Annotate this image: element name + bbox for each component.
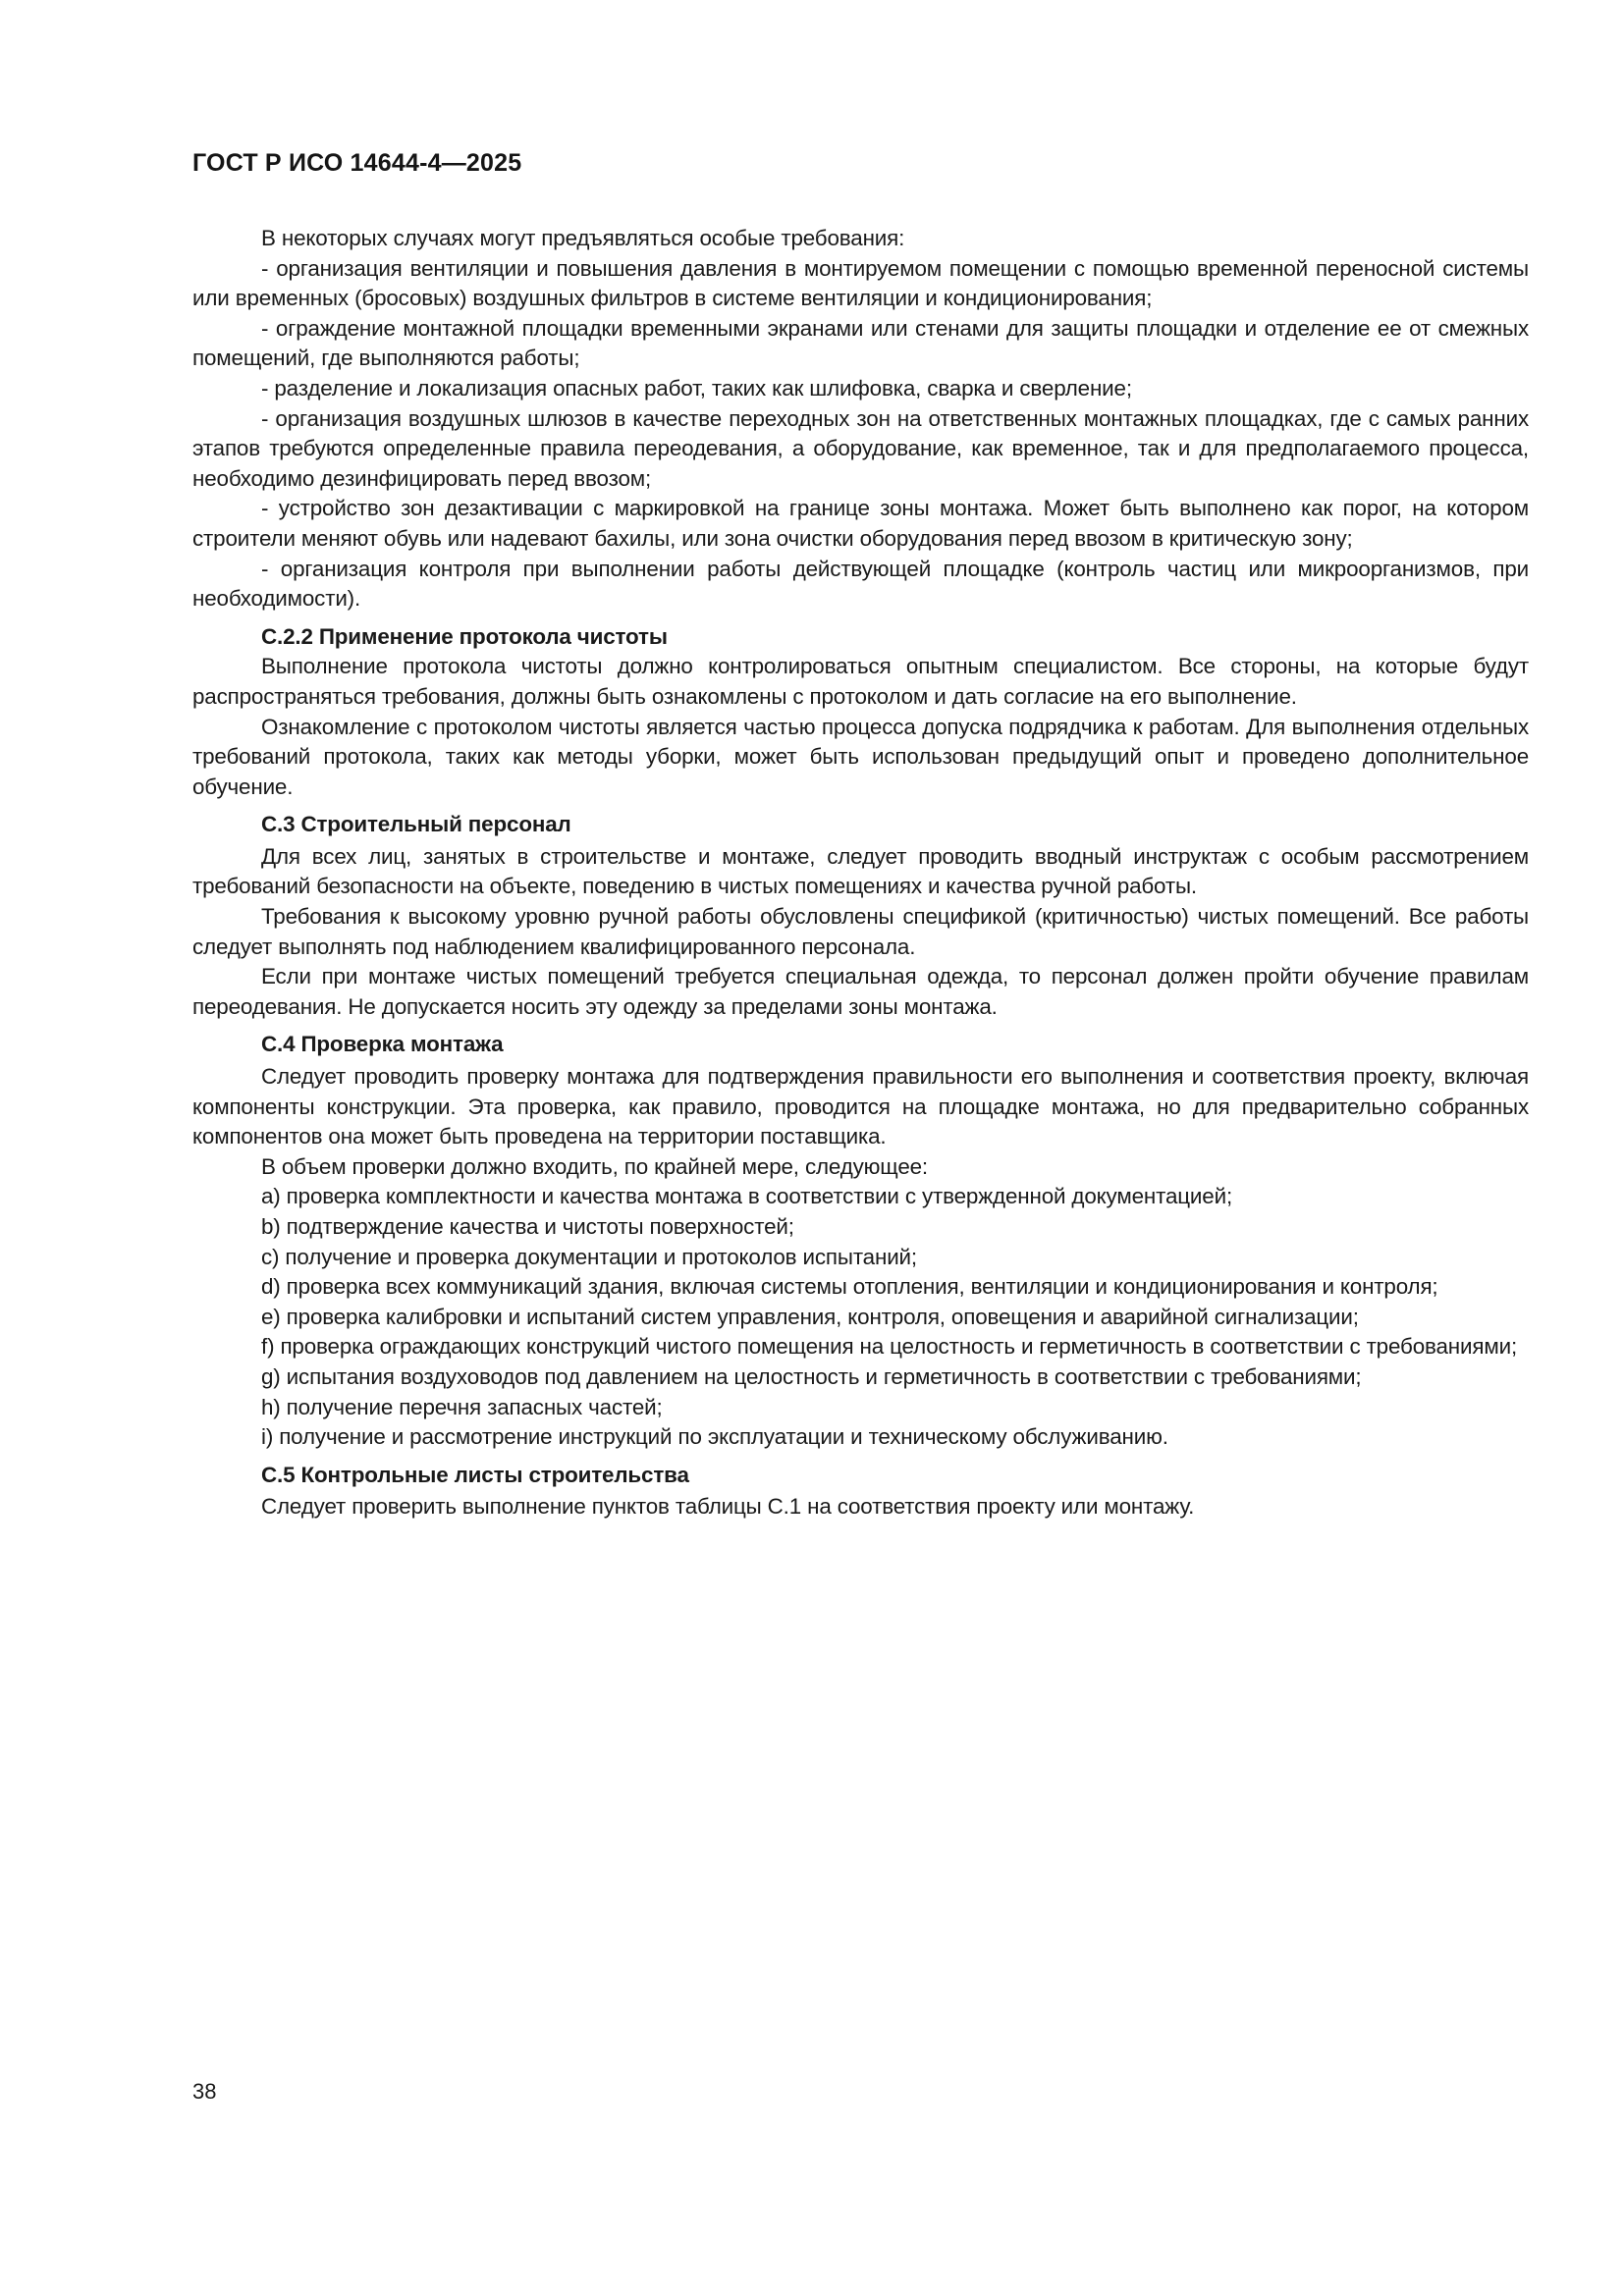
section-paragraph: Ознакомление с протоколом чистоты является частью процесса допуска подрядчика к работам. Для выполнения отдельных требований протокола, таких как методы уборки, может быть использован предыдущий опыт и проведено дополнительное обучение.	[192, 714, 1529, 799]
check-list-item: a) проверка комплектности и качества монтажа в соответствии с утвержденной документацией;	[261, 1184, 1233, 1209]
document-code-header: ГОСТ Р ИСО 14644-4—2025	[192, 149, 522, 177]
page-number: 38	[192, 2079, 217, 2104]
section-heading-c-4: С.4 Проверка монтажа	[261, 1032, 504, 1057]
check-list-item: g) испытания воздуховодов под давлением на целостность и герметичность в соответствии с требованиями;	[261, 1363, 1362, 1389]
intro-list-item: - организация вентиляции и повышения давления в монтируемом помещении с помощью временной переносной системы или временных (бросовых) воздушных фильтров в системе вентиляции и кондиционирования;	[192, 255, 1529, 311]
intro-list-item: - разделение и локализация опасных работ, таких как шлифовка, сварка и сверление;	[261, 375, 1132, 400]
intro-list-item: - ограждение монтажной площадки временными экранами или стенами для защиты площадки и отделение ее от смежных помещений, где выполняются работы;	[192, 315, 1529, 371]
intro-list-item: - организация воздушных шлюзов в качестве переходных зон на ответственных монтажных площадках, где с самых ранних этапов требуются определенные правила переодевания, а оборудование, как временное, так и для предполагаемого процесса, необходимо дезинфицировать перед ввозом;	[192, 405, 1529, 491]
intro-lead: В некоторых случаях могут предъявляться особые требования:	[261, 226, 905, 250]
document-body	[192, 224, 1529, 1522]
section-paragraph: Следует проверить выполнение пунктов таблицы С.1 на соответствия проекту или монтажу.	[261, 1494, 1195, 1520]
check-list-item: c) получение и проверка документации и протоколов испытаний;	[261, 1244, 917, 1269]
intro-list-item: - организация контроля при выполнении работы действующей площадке (контроль частиц или микроорганизмов, при необходимости).	[192, 556, 1529, 612]
section-paragraph: Требования к высокому уровню ручной работы обусловлены спецификой (критичностью) чистых помещений. Все работы следует выполнять под наблюдением квалифицированного персонала.	[192, 904, 1529, 959]
section-paragraph: В объем проверки должно входить, по крайней мере, следующее:	[261, 1153, 929, 1179]
section-heading-c-2-2: С.2.2 Применение протокола чистоты	[261, 623, 668, 649]
section-heading-c-5: С.5 Контрольные листы строительства	[261, 1462, 689, 1487]
intro-list-item: - устройство зон дезактивации с маркировкой на границе зоны монтажа. Может быть выполнено как порог, на котором строители меняют обувь или надевают бахилы, или зона очистки оборудования перед ввозом в критическую зону;	[192, 496, 1529, 551]
check-list-item: b) подтверждение качества и чистоты поверхностей;	[261, 1214, 794, 1239]
section-heading-c-3: С.3 Строительный персонал	[261, 812, 571, 837]
check-list-item: d) проверка всех коммуникаций здания, включая системы отопления, вентиляции и кондиционирования и контроля;	[261, 1274, 1438, 1300]
check-list-item: h) получение перечня запасных частей;	[261, 1394, 663, 1419]
section-paragraph: Следует проводить проверку монтажа для подтверждения правильности его выполнения и соответствия проекту, включая компоненты конструкции. Эта проверка, как правило, проводится на площадке монтажа, но для предварительно собранных компонентов она может быть проведена на территории поставщика.	[192, 1064, 1529, 1149]
section-paragraph: Если при монтаже чистых помещений требуется специальная одежда, то персонал должен пройти обучение правилам переодевания. Не допускается носить эту одежду за пределами зоны монтажа.	[192, 964, 1529, 1019]
check-list-item: i) получение и рассмотрение инструкций по эксплуатации и техническому обслуживанию.	[261, 1424, 1168, 1450]
check-list-item: e) проверка калибровки и испытаний систем управления, контроля, оповещения и аварийной сигнализации;	[261, 1304, 1359, 1329]
check-list-item: f) проверка ограждающих конструкций чистого помещения на целостность и герметичность в соответствии с требованиями;	[261, 1334, 1518, 1360]
section-paragraph: Для всех лиц, занятых в строительстве и монтаже, следует проводить вводный инструктаж с особым рассмотрением требований безопасности на объекте, поведению в чистых помещениях и качества ручной работы.	[192, 843, 1529, 899]
section-paragraph: Выполнение протокола чистоты должно контролироваться опытным специалистом. Все стороны, на которые будут распространяться требования, должны быть ознакомлены с протоколом и дать согласие на его выполнение.	[192, 654, 1529, 709]
